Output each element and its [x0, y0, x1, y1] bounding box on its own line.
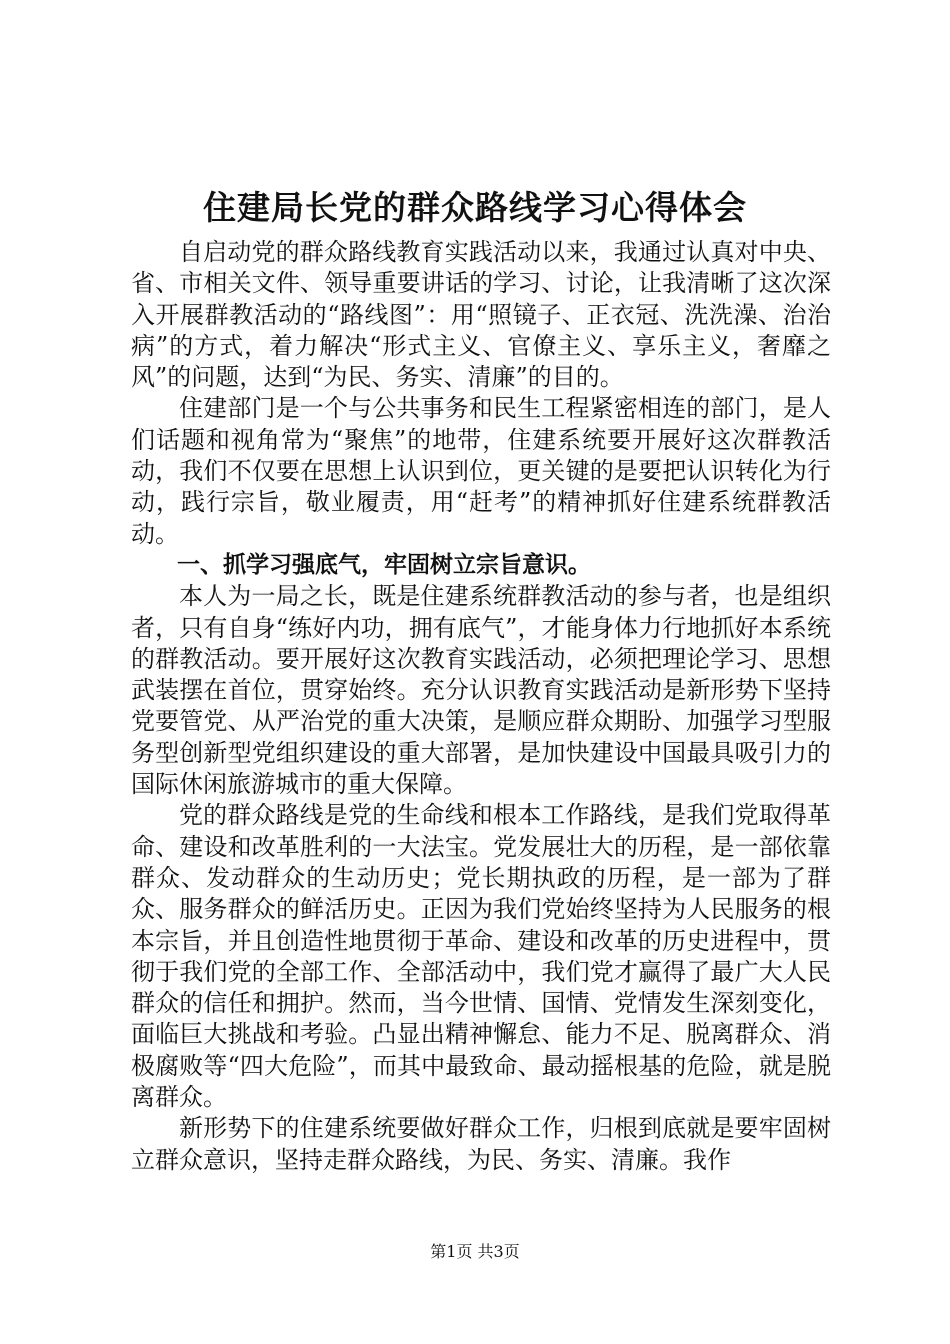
paragraph-intro: 自启动党的群众路线教育实践活动以来，我通过认真对中央、省、市相关文件、领导重要讲话的学习、讨论，让我清晰了这次深入开展群教活动的“路线图”：用“照镜子、正衣冠、洗洗澡、治治病”的方式，着力解决“形式主义、官僚主义、享乐主义，奢靡之风”的问题，达到“为民、务实、清廉”的目的。: [131, 238, 831, 392]
document-body: [131, 237, 831, 1176]
page-number: 第1页 共3页: [430, 1242, 520, 1261]
document-title: 住建局长党的群众路线学习心得体会: [203, 188, 747, 227]
paragraph-department: 住建部门是一个与公共事务和民生工程紧密相连的部门，是人们话题和视角常为“聚焦”的地带，住建系统要开展好这次群教活动，我们不仅要在思想上认识到位，更关键的是要把认识转化为行动，践行宗旨，敬业履责，用“赶考”的精神抓好住建系统群教活动。: [131, 394, 831, 548]
section-heading-1: 一、抓学习强底气，牢固树立宗旨意识。: [177, 551, 591, 578]
paragraph-mass-line: 党的群众路线是党的生命线和根本工作路线，是我们党取得革命、建设和改革胜利的一大法宝。党发展壮大的历程，是一部依靠群众、发动群众的生动历史；党长期执政的历程，是一部为了群众、服务群众的鲜活历史。正因为我们党始终坚持为人民服务的根本宗旨，并且创造性地贯彻于革命、建设和改革的历史进程中，贯彻于我们党的全部工作、全部活动中，我们党才赢得了最广大人民群众的信任和拥护。然而，当今世情、国情、党情发生深刻变化，面临巨大挑战和考验。凸显出精神懈怠、能力不足、脱离群众、消极腐败等“四大危险”，而其中最致命、最动摇根基的危险，就是脱离群众。: [131, 801, 831, 1112]
paragraph-new-situation: 新形势下的住建系统要做好群众工作，归根到底就是要牢固树立群众意识，坚持走群众路线，为民、务实、清廉。我作: [131, 1114, 831, 1174]
paragraph-study: 本人为一局之长，既是住建系统群教活动的参与者，也是组织者，只有自身“练好内功，拥有底气”，才能身体力行地抓好本系统的群教活动。要开展好这次教育实践活动，必须把理论学习、思想武装摆在首位，贯穿始终。充分认识教育实践活动是新形势下坚持党要管党、从严治党的重大决策，是顺应群众期盼、加强学习型服务型创新型党组织建设的重大部署，是加快建设中国最具吸引力的国际休闲旅游城市的重大保障。: [131, 582, 831, 799]
